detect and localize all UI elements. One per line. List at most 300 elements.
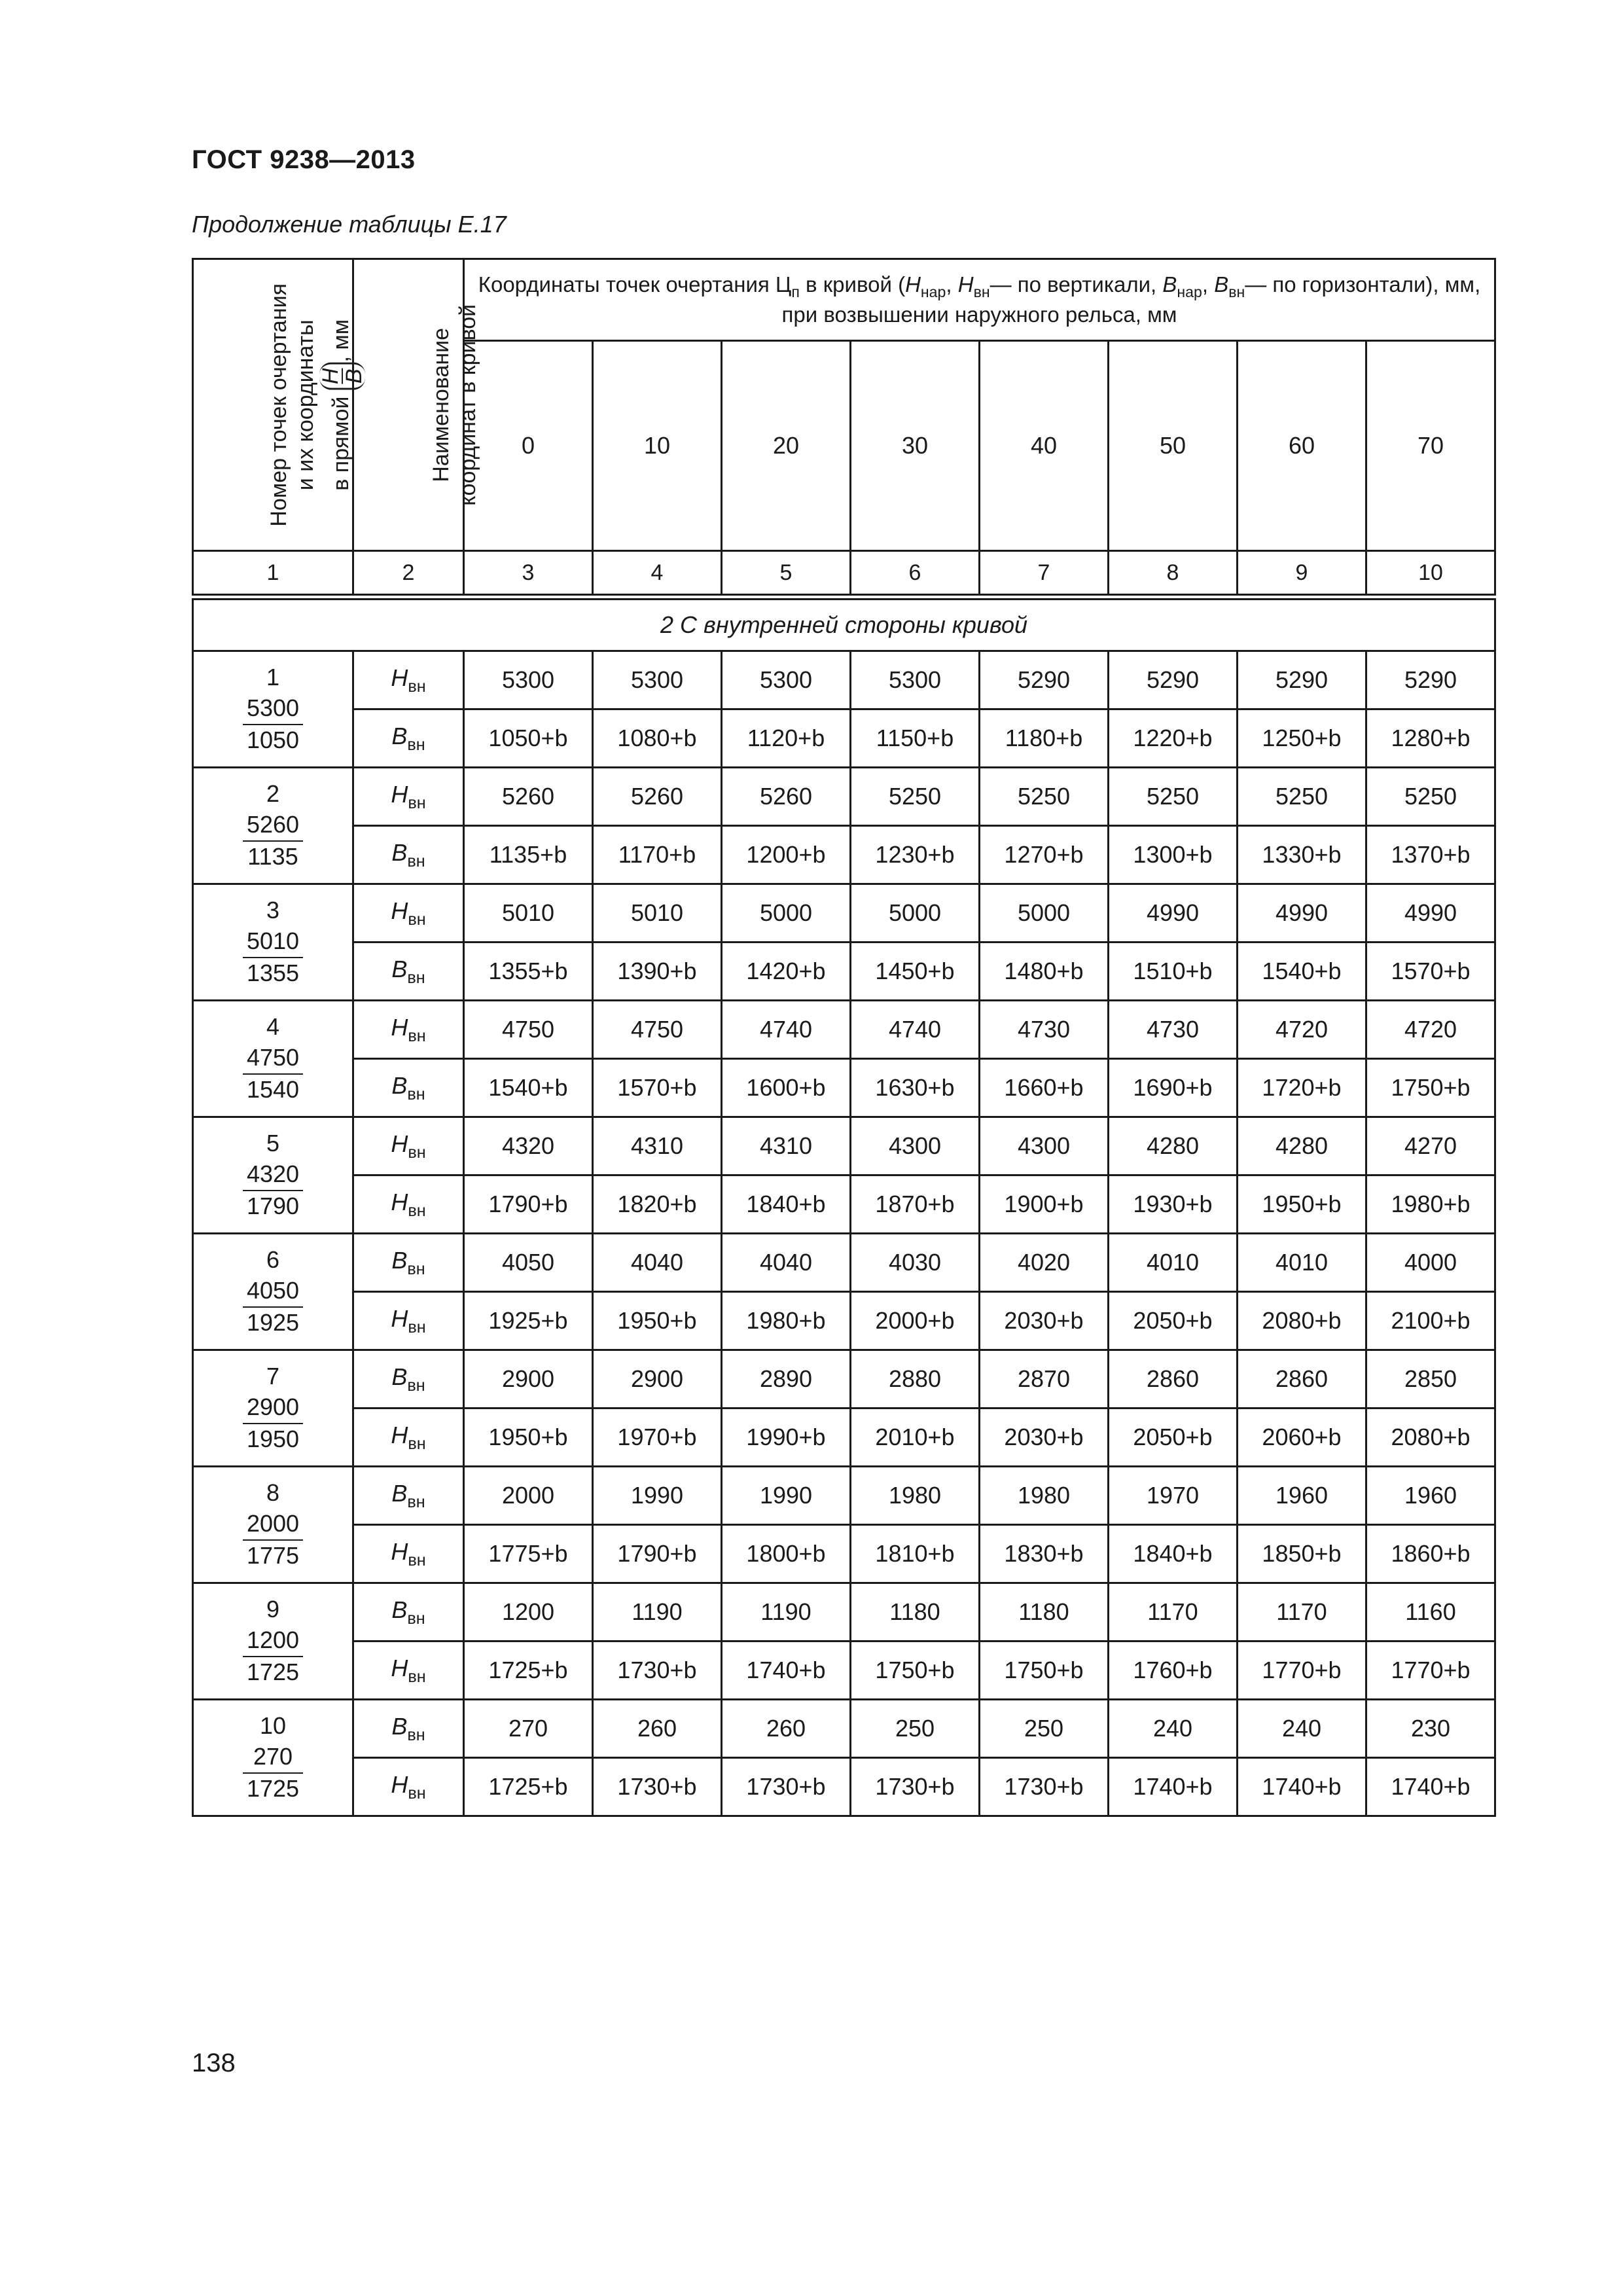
coord-symbol: B <box>391 955 408 982</box>
elevation-cell: 30 <box>851 341 980 551</box>
value-cell: 240 <box>1238 1700 1366 1758</box>
value-cell: 1770+b <box>1366 1641 1495 1700</box>
value-cell: 1980+b <box>722 1292 851 1350</box>
value-cell: 1230+b <box>851 826 980 884</box>
point-cell <box>193 884 353 1001</box>
point-fraction <box>243 1159 303 1222</box>
coord-subscript: вн <box>407 735 425 754</box>
value-cell: 1740+b <box>1238 1758 1366 1816</box>
value-cell: 1730+b <box>593 1758 722 1816</box>
value-cell: 1925+b <box>464 1292 593 1350</box>
coord-subscript: вн <box>408 1551 426 1570</box>
point-fraction <box>243 1276 303 1338</box>
value-cell: 1770+b <box>1238 1641 1366 1700</box>
value-cell: 1190 <box>593 1583 722 1641</box>
coord-symbol: B <box>391 1363 408 1390</box>
value-cell: 1730+b <box>851 1758 980 1816</box>
header-fraction: H B <box>319 362 365 390</box>
value-cell: 2870 <box>980 1350 1109 1408</box>
coord-name-cell <box>353 1234 464 1292</box>
value-cell: 1950+b <box>1238 1175 1366 1234</box>
value-cell: 1420+b <box>722 942 851 1001</box>
value-cell: 1330+b <box>1238 826 1366 884</box>
elevation-cell: 70 <box>1366 341 1495 551</box>
value-cell: 1950+b <box>464 1408 593 1467</box>
table-row <box>193 1408 1495 1467</box>
coord-subscript: вн <box>408 910 426 929</box>
column-number: 4 <box>593 551 722 598</box>
elevation-cell: 10 <box>593 341 722 551</box>
coord-name-cell <box>353 942 464 1001</box>
coord-name-cell <box>353 1408 464 1467</box>
value-cell: 5300 <box>593 651 722 709</box>
value-cell: 2900 <box>464 1350 593 1408</box>
value-cell: 260 <box>593 1700 722 1758</box>
point-height: 2900 <box>243 1392 303 1424</box>
value-cell: 1790+b <box>464 1175 593 1234</box>
value-cell: 1180 <box>980 1583 1109 1641</box>
value-cell: 2100+b <box>1366 1292 1495 1350</box>
point-width: 1540 <box>246 1075 300 1103</box>
value-cell: 1540+b <box>464 1059 593 1117</box>
point-height: 5010 <box>243 926 303 958</box>
coord-symbol: H <box>391 780 408 808</box>
coord-subscript: вн <box>408 1318 426 1336</box>
coord-subscript: вн <box>408 1784 426 1803</box>
point-width: 1355 <box>246 959 300 986</box>
column-number: 3 <box>464 551 593 598</box>
value-cell: 1300+b <box>1109 826 1238 884</box>
point-fraction <box>243 810 303 872</box>
value-cell: 2850 <box>1366 1350 1495 1408</box>
page-number: 138 <box>192 2049 236 2077</box>
value-cell: 1270+b <box>980 826 1109 884</box>
column-number-row <box>193 551 1495 598</box>
coord-symbol: H <box>391 664 408 691</box>
header-coord-name <box>353 259 480 551</box>
point-number: 10 <box>259 1712 287 1740</box>
table-row <box>193 1467 1495 1525</box>
column-number: 9 <box>1238 551 1366 598</box>
value-cell: 1960 <box>1366 1467 1495 1525</box>
value-cell: 1480+b <box>980 942 1109 1001</box>
coord-name-cell <box>353 651 464 709</box>
coord-name-cell <box>353 1758 464 1816</box>
table-row <box>193 1234 1495 1292</box>
table-row <box>193 1292 1495 1350</box>
value-cell: 4310 <box>593 1117 722 1175</box>
value-cell: 5290 <box>1238 651 1366 709</box>
coord-subscript: вн <box>407 968 425 987</box>
value-cell: 1600+b <box>722 1059 851 1117</box>
value-cell: 1150+b <box>851 709 980 768</box>
coord-subscript: вн <box>408 1201 426 1220</box>
point-height: 4320 <box>243 1159 303 1191</box>
value-cell: 1790+b <box>593 1525 722 1583</box>
point-height: 5260 <box>243 810 303 842</box>
coord-name-cell <box>353 1001 464 1059</box>
value-cell: 1970 <box>1109 1467 1238 1525</box>
value-cell: 4990 <box>1238 884 1366 942</box>
column-number: 2 <box>353 551 464 598</box>
column-number: 5 <box>722 551 851 598</box>
coord-symbol: B <box>391 722 408 749</box>
value-cell: 5250 <box>1109 768 1238 826</box>
table-row <box>193 768 1495 826</box>
coord-subscript: вн <box>408 1026 426 1045</box>
value-cell: 4740 <box>851 1001 980 1059</box>
value-cell: 1750+b <box>1366 1059 1495 1117</box>
value-cell: 1960 <box>1238 1467 1366 1525</box>
value-cell: 1570+b <box>1366 942 1495 1001</box>
point-fraction <box>243 1625 303 1688</box>
table-row <box>193 1641 1495 1700</box>
value-cell: 1570+b <box>593 1059 722 1117</box>
value-cell: 1970+b <box>593 1408 722 1467</box>
table-row <box>193 1758 1495 1816</box>
coord-name-cell <box>353 1641 464 1700</box>
point-width: 1775 <box>246 1541 300 1569</box>
table-row <box>193 709 1495 768</box>
value-cell: 1990 <box>722 1467 851 1525</box>
value-cell: 2000+b <box>851 1292 980 1350</box>
coord-name-cell <box>353 1700 464 1758</box>
coord-subscript: вн <box>407 1725 425 1744</box>
value-cell: 1730+b <box>722 1758 851 1816</box>
coord-subscript: вн <box>407 1492 425 1511</box>
coord-symbol: H <box>391 897 408 924</box>
point-number: 1 <box>266 664 280 691</box>
value-cell: 2860 <box>1238 1350 1366 1408</box>
value-cell: 2050+b <box>1109 1292 1238 1350</box>
value-cell: 1750+b <box>980 1641 1109 1700</box>
coord-name-cell <box>353 768 464 826</box>
table-caption: Продолжение таблицы Е.17 <box>192 211 507 238</box>
value-cell: 4750 <box>464 1001 593 1059</box>
value-cell: 1280+b <box>1366 709 1495 768</box>
table-row <box>193 826 1495 884</box>
value-cell: 1725+b <box>464 1758 593 1816</box>
header-coord-name-label: Наименование координат в кривой <box>429 304 480 506</box>
value-cell: 4000 <box>1366 1234 1495 1292</box>
point-width: 1950 <box>246 1425 300 1452</box>
value-cell: 1080+b <box>593 709 722 768</box>
coord-symbol: H <box>391 1304 408 1332</box>
value-cell: 5000 <box>722 884 851 942</box>
value-cell: 2900 <box>593 1350 722 1408</box>
coord-subscript: вн <box>407 852 425 870</box>
value-cell: 1840+b <box>1109 1525 1238 1583</box>
value-cell: 1740+b <box>722 1641 851 1700</box>
point-width: 1790 <box>246 1192 300 1219</box>
value-cell: 4040 <box>593 1234 722 1292</box>
point-cell <box>193 1234 353 1350</box>
coord-symbol: H <box>391 1421 408 1448</box>
value-cell: 1775+b <box>464 1525 593 1583</box>
point-fraction <box>243 926 303 989</box>
elevation-cell: 0 <box>464 341 593 551</box>
point-number: 7 <box>266 1363 280 1390</box>
elevation-cell: 20 <box>722 341 851 551</box>
value-cell: 230 <box>1366 1700 1495 1758</box>
coord-name-cell <box>353 1350 464 1408</box>
value-cell: 1540+b <box>1238 942 1366 1001</box>
header-coordinates: Координаты точек очертания $Ц_п$ в кривой ($H_{нар}$, $H_{вн}—$ по вертикали, $B_{нар}$, $B_{вн}—$ по горизонтали), мм, при возвышении наружного рельса, мм <box>464 259 1495 341</box>
value-cell: 4750 <box>593 1001 722 1059</box>
coord-symbol: H <box>391 1013 408 1041</box>
point-fraction <box>243 1043 303 1105</box>
value-cell: 1370+b <box>1366 826 1495 884</box>
point-cell <box>193 1700 353 1816</box>
point-cell <box>193 1001 353 1117</box>
coord-subscript: вн <box>408 1434 426 1453</box>
value-cell: 1690+b <box>1109 1059 1238 1117</box>
table-row <box>193 1175 1495 1234</box>
value-cell: 1850+b <box>1238 1525 1366 1583</box>
coord-subscript: вн <box>408 1667 426 1686</box>
value-cell: 5300 <box>851 651 980 709</box>
value-cell: 1160 <box>1366 1583 1495 1641</box>
coord-subscript: вн <box>407 1376 425 1395</box>
coord-symbol: B <box>391 1712 408 1740</box>
coord-symbol: H <box>391 1188 408 1215</box>
point-width: 1135 <box>247 842 298 870</box>
point-fraction <box>243 1509 303 1571</box>
value-cell: 1870+b <box>851 1175 980 1234</box>
value-cell: 4730 <box>980 1001 1109 1059</box>
value-cell: 5000 <box>851 884 980 942</box>
value-cell: 1990 <box>593 1467 722 1525</box>
value-cell: 1930+b <box>1109 1175 1238 1234</box>
header-point-number <box>193 259 366 551</box>
value-cell: 4720 <box>1238 1001 1366 1059</box>
value-cell: 4020 <box>980 1234 1109 1292</box>
value-cell: 4740 <box>722 1001 851 1059</box>
point-number: 6 <box>266 1246 280 1274</box>
value-cell: 4040 <box>722 1234 851 1292</box>
value-cell: 5290 <box>1109 651 1238 709</box>
table-row <box>193 1525 1495 1583</box>
elevation-cell: 40 <box>980 341 1109 551</box>
value-cell: 1720+b <box>1238 1059 1366 1117</box>
point-width: 1725 <box>246 1658 300 1685</box>
coord-subscript: вн <box>408 793 426 812</box>
point-width: 1725 <box>246 1774 300 1802</box>
value-cell: 250 <box>851 1700 980 1758</box>
coord-symbol: H <box>391 1130 408 1157</box>
value-cell: 4010 <box>1109 1234 1238 1292</box>
table-row <box>193 1350 1495 1408</box>
value-cell: 2860 <box>1109 1350 1238 1408</box>
value-cell: 5010 <box>593 884 722 942</box>
value-cell: 1830+b <box>980 1525 1109 1583</box>
coord-symbol: H <box>391 1537 408 1565</box>
value-cell: 250 <box>980 1700 1109 1758</box>
table-row <box>193 1001 1495 1059</box>
column-number: 8 <box>1109 551 1238 598</box>
point-number: 4 <box>266 1013 280 1041</box>
value-cell: 1900+b <box>980 1175 1109 1234</box>
value-cell: 5250 <box>1238 768 1366 826</box>
value-cell: 1170 <box>1238 1583 1366 1641</box>
value-cell: 1135+b <box>464 826 593 884</box>
table-row <box>193 1700 1495 1758</box>
value-cell: 5300 <box>464 651 593 709</box>
value-cell: 1180 <box>851 1583 980 1641</box>
coord-symbol: B <box>391 1246 408 1274</box>
value-cell: 2050+b <box>1109 1408 1238 1467</box>
column-number: 7 <box>980 551 1109 598</box>
value-cell: 1190 <box>722 1583 851 1641</box>
coord-symbol: H <box>391 1654 408 1681</box>
point-number: 9 <box>266 1596 280 1623</box>
value-cell: 1950+b <box>593 1292 722 1350</box>
coord-symbol: B <box>391 1071 408 1099</box>
column-number: 6 <box>851 551 980 598</box>
coord-name-cell <box>353 1059 464 1117</box>
coord-subscript: вн <box>408 1143 426 1162</box>
value-cell: 1450+b <box>851 942 980 1001</box>
coordinates-table <box>192 258 1496 1817</box>
value-cell: 5250 <box>1366 768 1495 826</box>
document-code: ГОСТ 9238—2013 <box>192 145 416 174</box>
value-cell: 1180+b <box>980 709 1109 768</box>
value-cell: 5290 <box>1366 651 1495 709</box>
value-cell: 1630+b <box>851 1059 980 1117</box>
value-cell: 1750+b <box>851 1641 980 1700</box>
value-cell: 2030+b <box>980 1408 1109 1467</box>
value-cell: 1810+b <box>851 1525 980 1583</box>
point-fraction <box>243 693 303 756</box>
point-height: 2000 <box>243 1509 303 1541</box>
table-row <box>193 1059 1495 1117</box>
table-row <box>193 1583 1495 1641</box>
value-cell: 1250+b <box>1238 709 1366 768</box>
value-cell: 270 <box>464 1700 593 1758</box>
value-cell: 240 <box>1109 1700 1238 1758</box>
value-cell: 4270 <box>1366 1117 1495 1175</box>
coord-name-cell <box>353 1583 464 1641</box>
value-cell: 4050 <box>464 1234 593 1292</box>
point-height: 1200 <box>243 1625 303 1657</box>
value-cell: 1740+b <box>1109 1758 1238 1816</box>
table-row <box>193 1117 1495 1175</box>
coord-subscript: вн <box>408 677 426 696</box>
value-cell: 260 <box>722 1700 851 1758</box>
value-cell: 4030 <box>851 1234 980 1292</box>
value-cell: 1760+b <box>1109 1641 1238 1700</box>
value-cell: 5250 <box>980 768 1109 826</box>
section-row <box>193 597 1495 651</box>
coord-name-cell <box>353 1467 464 1525</box>
table-row <box>193 884 1495 942</box>
coord-name-cell <box>353 1292 464 1350</box>
coord-name-cell <box>353 709 464 768</box>
point-height: 5300 <box>243 693 303 725</box>
value-cell: 1120+b <box>722 709 851 768</box>
coord-subscript: вн <box>407 1085 425 1103</box>
value-cell: 5000 <box>980 884 1109 942</box>
value-cell: 1860+b <box>1366 1525 1495 1583</box>
value-cell: 1050+b <box>464 709 593 768</box>
value-cell: 2880 <box>851 1350 980 1408</box>
value-cell: 1355+b <box>464 942 593 1001</box>
value-cell: 4280 <box>1109 1117 1238 1175</box>
coord-symbol: H <box>391 1770 408 1798</box>
value-cell: 1200+b <box>722 826 851 884</box>
value-cell: 2030+b <box>980 1292 1109 1350</box>
value-cell: 5290 <box>980 651 1109 709</box>
point-cell <box>193 1350 353 1467</box>
section-title: 2 С внутренней стороны кривой <box>193 597 1495 651</box>
point-number: 8 <box>266 1479 280 1507</box>
value-cell: 5010 <box>464 884 593 942</box>
point-width: 1925 <box>246 1308 300 1336</box>
elevation-cell: 50 <box>1109 341 1238 551</box>
value-cell: 1980 <box>980 1467 1109 1525</box>
value-cell: 1840+b <box>722 1175 851 1234</box>
value-cell: 1390+b <box>593 942 722 1001</box>
point-fraction <box>243 1742 303 1804</box>
coord-symbol: B <box>391 1479 408 1507</box>
value-cell: 4010 <box>1238 1234 1366 1292</box>
value-cell: 1740+b <box>1366 1758 1495 1816</box>
value-cell: 1170 <box>1109 1583 1238 1641</box>
point-height: 4050 <box>243 1276 303 1308</box>
column-number: 10 <box>1366 551 1495 598</box>
value-cell: 1990+b <box>722 1408 851 1467</box>
value-cell: 1980+b <box>1366 1175 1495 1234</box>
value-cell: 2080+b <box>1238 1292 1366 1350</box>
table-row <box>193 651 1495 709</box>
value-cell: 5260 <box>722 768 851 826</box>
header-point-number-label: Номер точек очертания и их координаты в прямой H B , мм <box>266 283 366 527</box>
elevation-cell: 60 <box>1238 341 1366 551</box>
value-cell: 2010+b <box>851 1408 980 1467</box>
point-cell <box>193 651 353 768</box>
value-cell: 1725+b <box>464 1641 593 1700</box>
value-cell: 1200 <box>464 1583 593 1641</box>
table-row <box>193 942 1495 1001</box>
point-cell <box>193 1467 353 1583</box>
value-cell: 1800+b <box>722 1525 851 1583</box>
value-cell: 1730+b <box>593 1641 722 1700</box>
coord-subscript: вн <box>407 1609 425 1628</box>
value-cell: 4990 <box>1366 884 1495 942</box>
coord-symbol: B <box>391 1596 408 1623</box>
point-cell <box>193 1117 353 1234</box>
value-cell: 1170+b <box>593 826 722 884</box>
value-cell: 1730+b <box>980 1758 1109 1816</box>
value-cell: 4990 <box>1109 884 1238 942</box>
value-cell: 4300 <box>980 1117 1109 1175</box>
value-cell: 5260 <box>593 768 722 826</box>
point-width: 1050 <box>246 726 300 753</box>
value-cell: 4280 <box>1238 1117 1366 1175</box>
point-height: 270 <box>243 1742 303 1774</box>
value-cell: 1820+b <box>593 1175 722 1234</box>
point-fraction <box>243 1392 303 1455</box>
point-number: 2 <box>266 780 280 808</box>
value-cell: 4320 <box>464 1117 593 1175</box>
coord-name-cell <box>353 1525 464 1583</box>
value-cell: 1980 <box>851 1467 980 1525</box>
value-cell: 2000 <box>464 1467 593 1525</box>
point-cell <box>193 1583 353 1700</box>
value-cell: 5300 <box>722 651 851 709</box>
coord-name-cell <box>353 826 464 884</box>
value-cell: 5260 <box>464 768 593 826</box>
